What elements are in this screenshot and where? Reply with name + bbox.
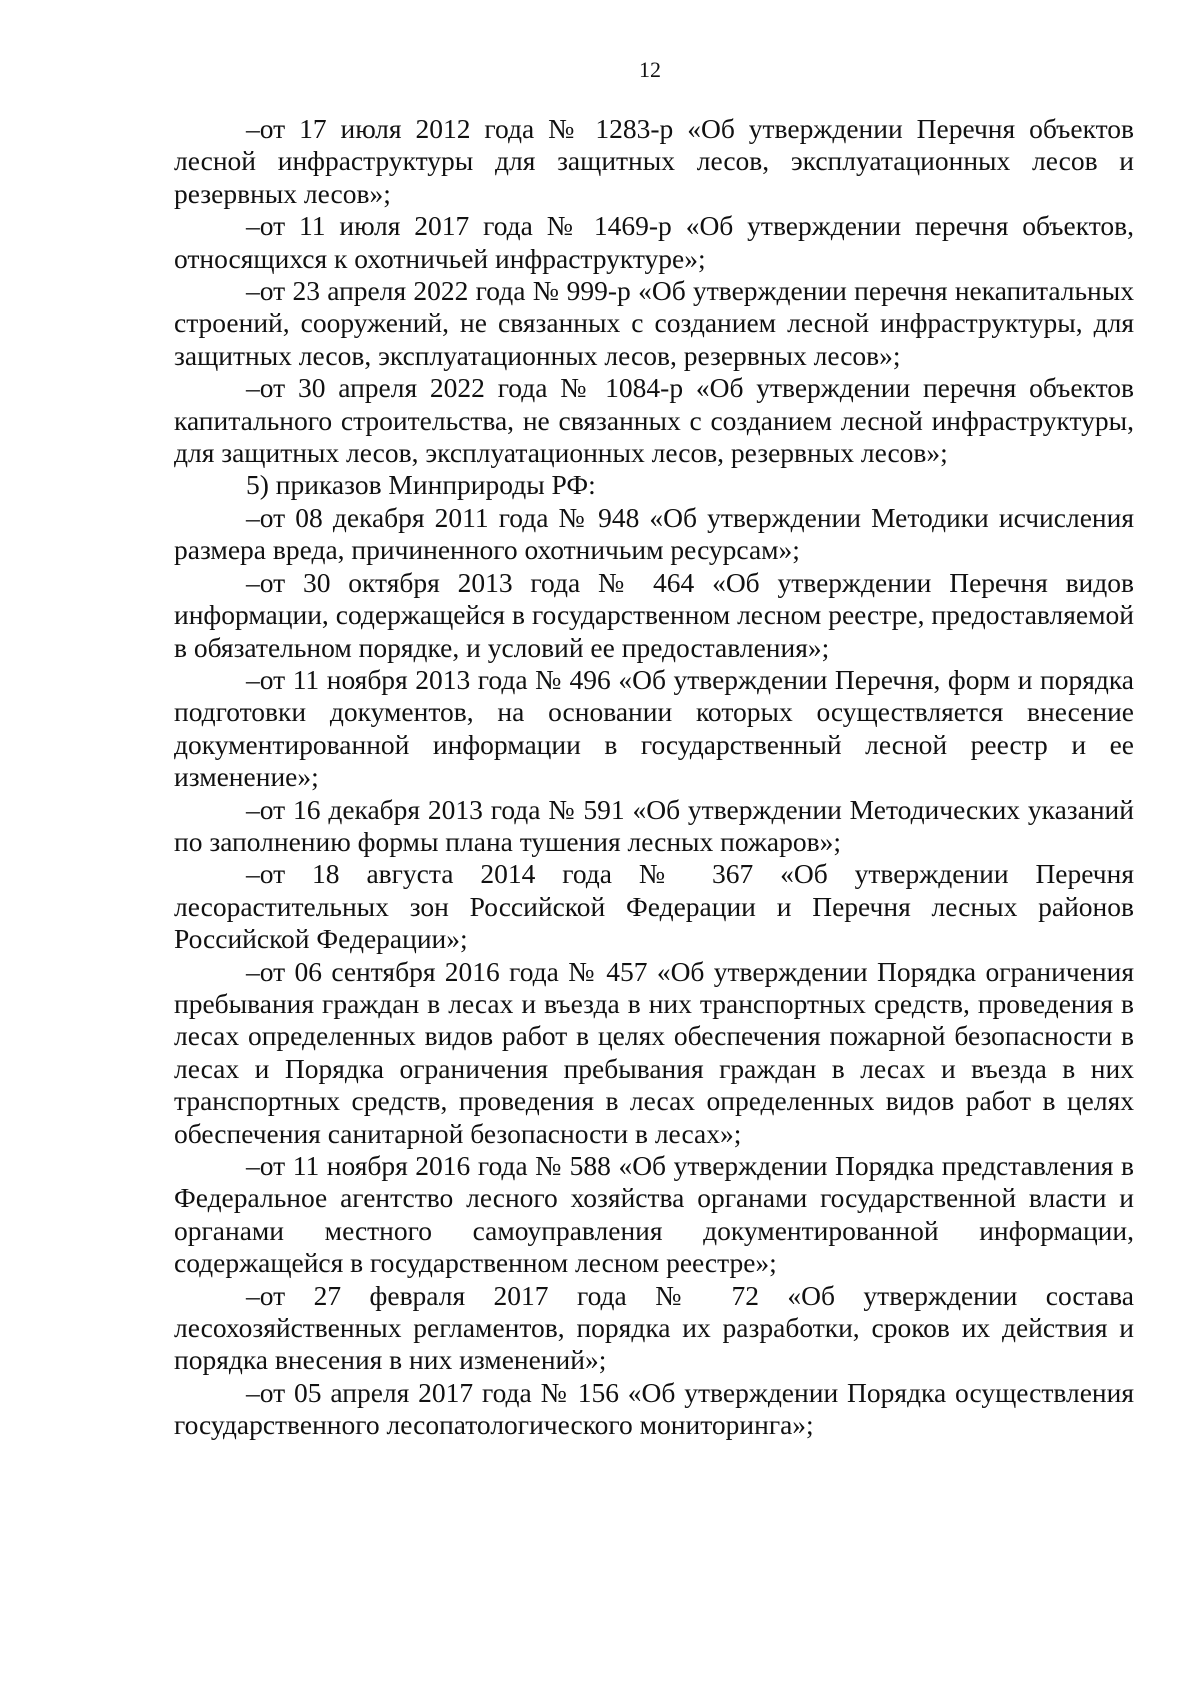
paragraph-order-1084-r: –от 30 апреля 2022 года № 1084-р «Об утверждении перечня объектов капитального строительства, не связанных с созданием лесной инфраструктуры, для защитных лесов, эксплуатационных лесов, резервных лесов»; (174, 372, 1134, 469)
paragraph-order-1469-r: –от 11 июля 2017 года № 1469-р «Об утверждении перечня объектов, относящихся к охотничьей инфраструктуре»; (174, 210, 1134, 274)
paragraph-order-496: –от 11 ноября 2013 года № 496 «Об утверждении Перечня, форм и порядка подготовки документов, на основании которых осуществляется внесение документированной информации в государственный лесной реестр и ее изменение»; (174, 663, 1134, 793)
paragraph-order-457: –от 06 сентября 2016 года № 457 «Об утверждении Порядка ограничения пребывания граждан в лесах и въезда в них транспортных средств, проведения в лесах определенных видов работ в целях обеспечения пожарной безопасности в лесах и Порядка ограничения пребывания граждан в лесах и въезда в них транспортных средств, проведения в лесах определенных видов работ в целях обеспечения санитарной безопасности в лесах»; (174, 955, 1134, 1149)
document-body (174, 113, 1134, 1442)
paragraph-order-588: –от 11 ноября 2016 года № 588 «Об утверждении Порядка представления в Федеральное агентство лесного хозяйства органами государственной власти и органами местного самоуправления документированной информации, содержащейся в государственном лесном реестре»; (174, 1150, 1134, 1279)
paragraph-order-948: –от 08 декабря 2011 года № 948 «Об утверждении Методики исчисления размера вреда, причиненного охотничьим ресурсам»; (174, 501, 1134, 566)
paragraph-order-464: –от 30 октября 2013 года № 464 «Об утверждении Перечня видов информации, содержащейся в государственном лесном реестре, предоставляемой в обязательном порядке, и условий ее предоставления»; (174, 566, 1134, 663)
paragraph-order-72: –от 27 февраля 2017 года № 72 «Об утверждении состава лесохозяйственных регламентов, порядка их разработки, сроков их действия и порядка внесения в них изменений»; (174, 1279, 1134, 1376)
paragraph-order-156: –от 05 апреля 2017 года № 156 «Об утверждении Порядка осуществления государственного лесопатологического мониторинга»; (174, 1376, 1134, 1441)
paragraph-order-367: –от 18 августа 2014 года № 367 «Об утверждении Перечня лесорастительных зон Российской Федерации и Перечня лесных районов Российской Федерации»; (174, 858, 1134, 955)
paragraph-order-999-r: –от 23 апреля 2022 года № 999-р «Об утверждении перечня некапитальных строений, сооружений, не связанных с созданием лесной инфраструктуры, для защитных лесов, эксплуатационных лесов, резервных лесов»; (174, 275, 1134, 371)
page-number: 12 (639, 57, 661, 82)
section-heading-minprirody: 5) приказов Минприроды РФ: (246, 469, 596, 501)
paragraph-order-591: –от 16 декабря 2013 года № 591 «Об утверждении Методических указаний по заполнению формы плана тушения лесных пожаров»; (174, 793, 1134, 857)
paragraph-order-1283-r: –от 17 июля 2012 года № 1283-р «Об утверждении Перечня объектов лесной инфраструктуры для защитных лесов, эксплуатационных лесов и резервных лесов»; (174, 113, 1134, 209)
